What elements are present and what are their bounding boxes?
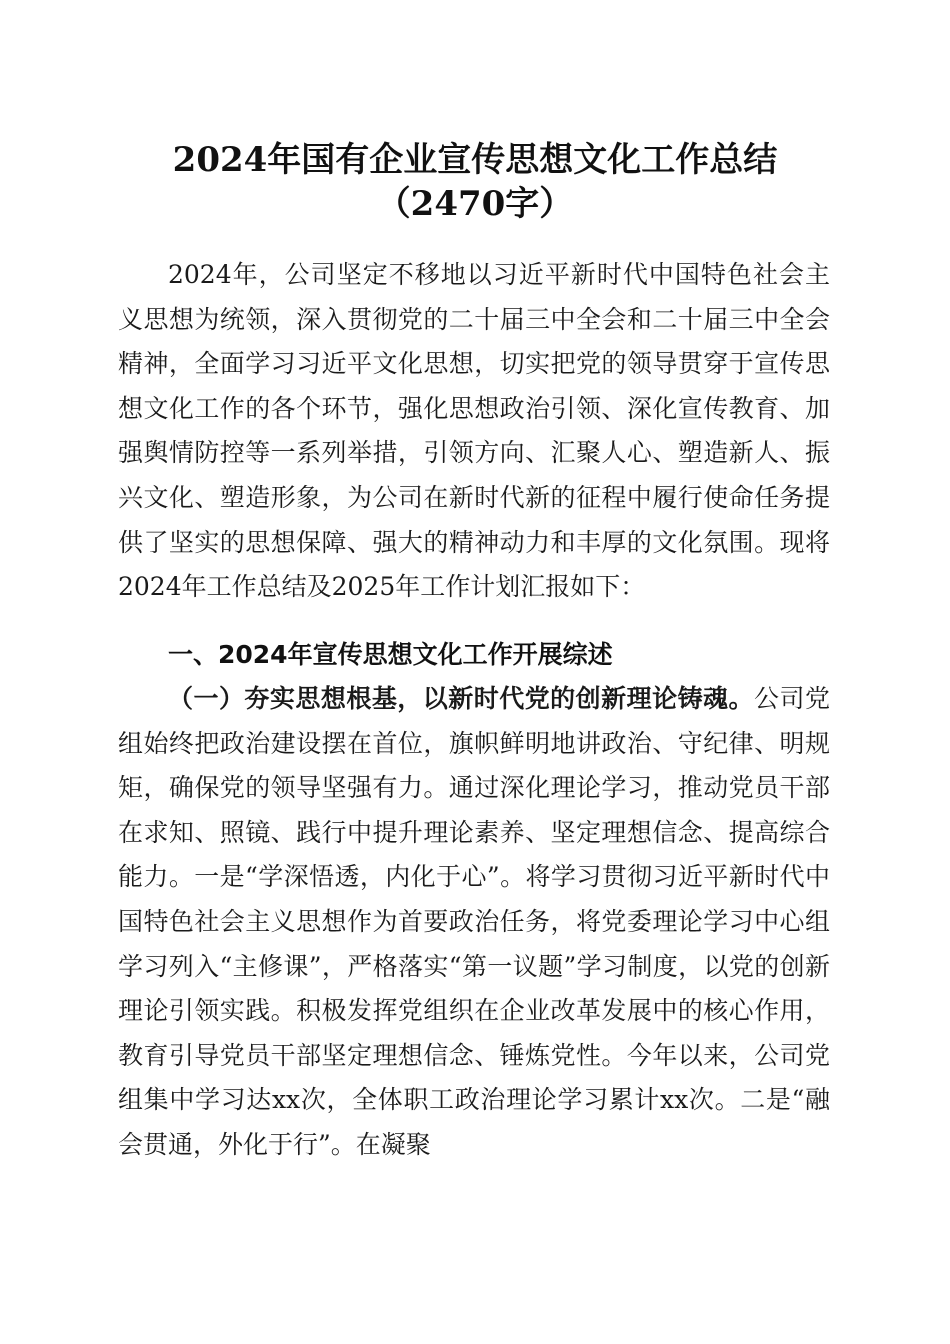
intro-paragraph: 2024年，公司坚定不移地以习近平新时代中国特色社会主义思想为统领，深入贯彻党的二十届三中全会和二十届三中全会精神，全面学习习近平文化思想，切实把党的领导贯穿于宣传思想文化工作的各个环节，强化思想政治引领、深化宣传教育、加强舆情防控等一系列举措，引领方向、汇聚人心、塑造新人、振兴文化、塑造形象，为公司在新时代新的征程中履行使命任务提供了坚实的思想保障、强大的精神动力和丰厚的文化氛围。现将2024年工作总结及2025年工作计划汇报如下：: [118, 260, 830, 602]
section-heading-1: 一、2024年宣传思想文化工作开展综述: [168, 640, 613, 669]
subsection-body-1: 公司党组始终把政治建设摆在首位，旗帜鲜明地讲政治、守纪律、明规矩，确保党的领导坚强有力。通过深化理论学习，推动党员干部在求知、照镜、践行中提升理论素养、坚定理想信念、提高综合能力。一是“学深悟透，内化于心”。将学习贯彻习近平新时代中国特色社会主义思想作为首要政治任务，将党委理论学习中心组学习列入“主修课”，严格落实“第一议题”学习制度，以党的创新理论引领实践。积极发挥党组织在企业改革发展中的核心作用，教育引导党员干部坚定理想信念、锤炼党性。今年以来，公司党组集中学习达xx次，全体职工政治理论学习累计xx次。二是“融会贯通，外化于行”。在凝聚: [118, 684, 830, 1159]
subsection-paragraph-1: [118, 677, 830, 1168]
document-subtitle-word-count: （2470字）: [376, 184, 574, 224]
document-title: 2024年国有企业宣传思想文化工作总结: [172, 140, 778, 180]
subsection-heading-1: （一）夯实思想根基，以新时代党的创新理论铸魂。: [168, 684, 755, 713]
